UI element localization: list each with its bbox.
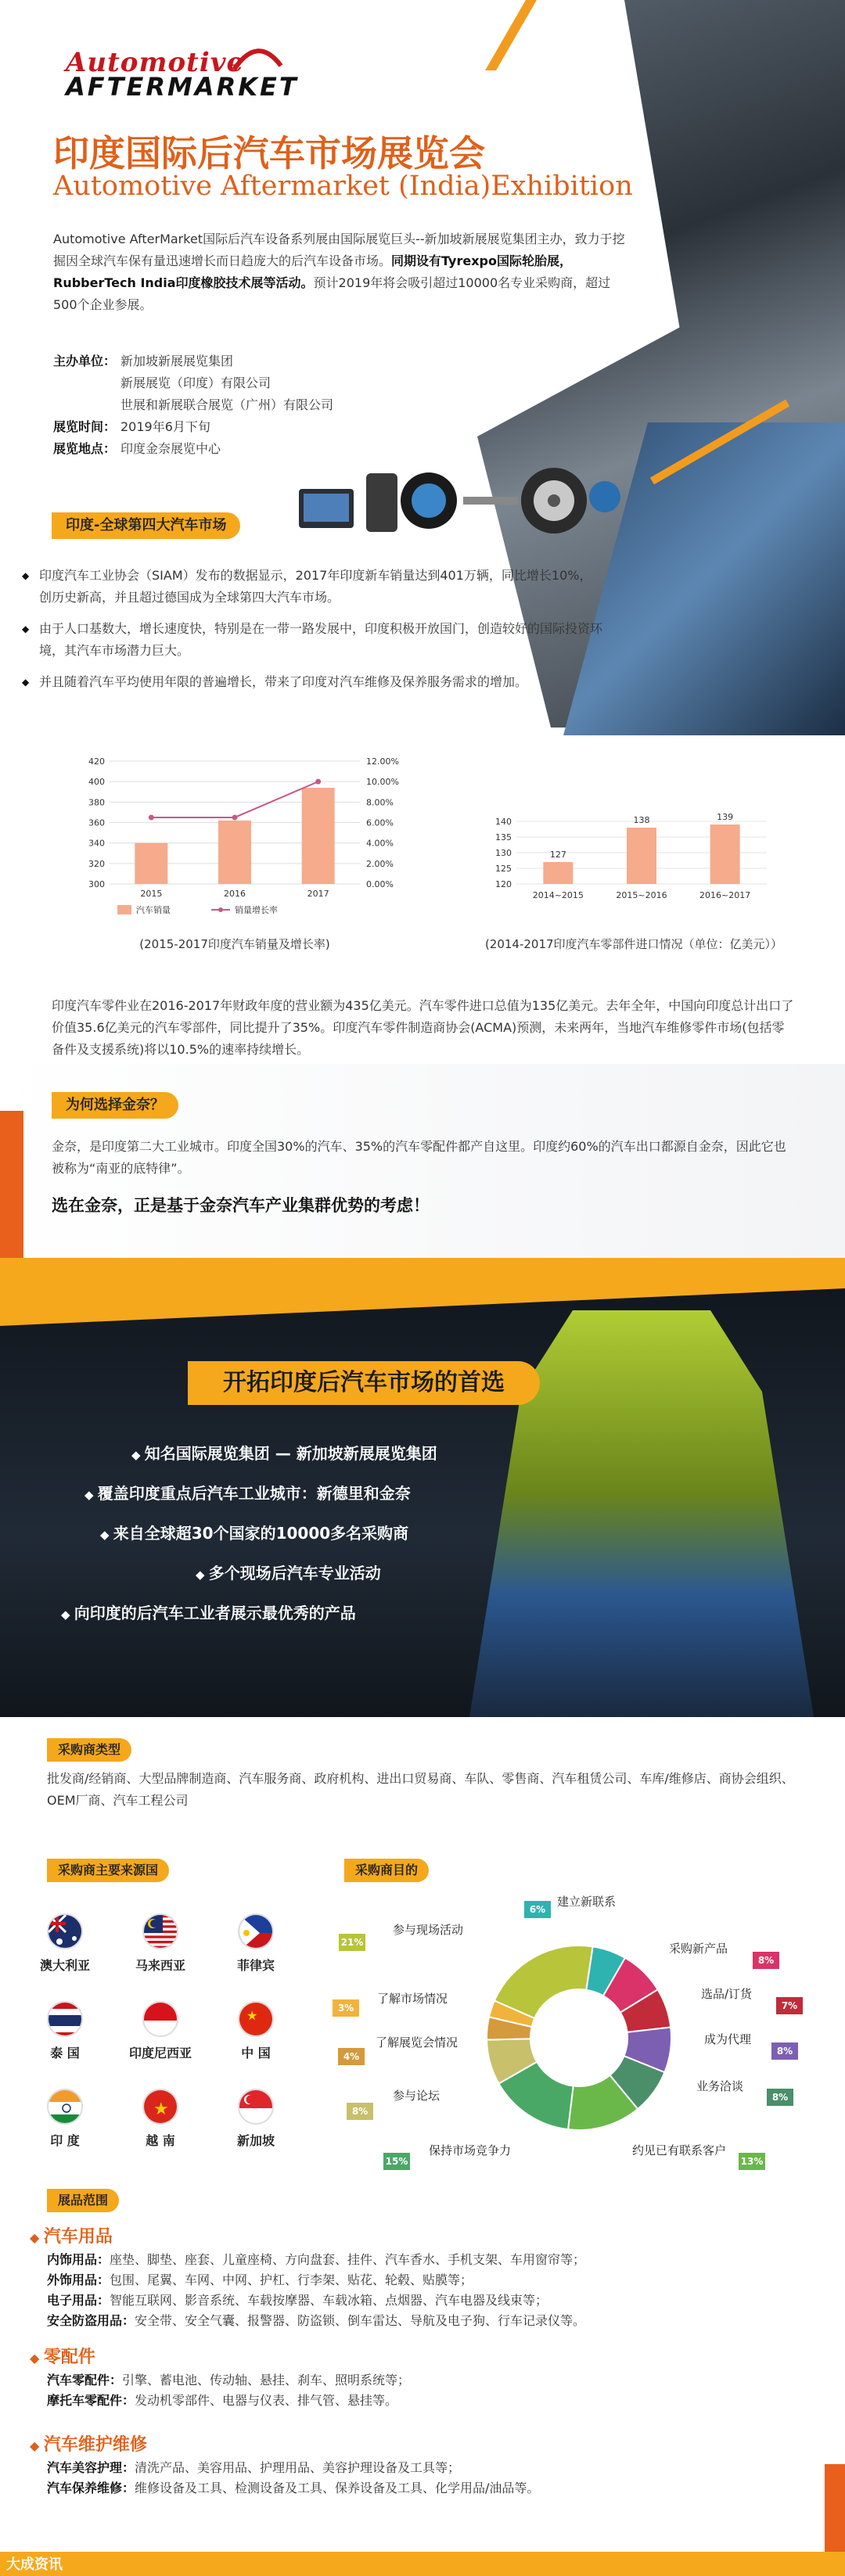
purpose-label: 了解展览会情况 [376, 2035, 458, 2050]
chennai-accent-bar [0, 1111, 23, 1267]
time-label: 展览时间： [53, 419, 117, 434]
country-label: 印 度 [50, 2133, 80, 2148]
chart1-growth-line [151, 781, 318, 817]
purpose-pct: 21% [339, 1934, 365, 1951]
chart1-caption: (2015-2017印度汽车销量及增长率) [139, 937, 330, 951]
purpose-label: 建立新联系 [557, 1895, 617, 1909]
chennai-band-title: 为何选择金奈？ [52, 1092, 178, 1119]
intro-text-2: 预计2019年将会吸引超过10000名专业采购商，超过500个企业参展。 [53, 275, 611, 312]
chart2-data-label: 138 [633, 815, 650, 825]
chart1-ytick: 400 [88, 777, 105, 788]
chart2-ytick: 125 [495, 864, 512, 874]
purpose-label: 保持市场竞争力 [429, 2143, 512, 2157]
country-label: 泰 国 [50, 2046, 80, 2060]
intro-paragraph [53, 228, 632, 316]
chart1-xtick: 2015 [140, 889, 163, 899]
category-title: ◆ 汽车用品 [30, 2223, 113, 2247]
purpose-label: 采购新产品 [669, 1942, 728, 1956]
organizer-3: 世展和新展联合展览（广州）有限公司 [120, 397, 334, 412]
chart1-y2tick: 8.00% [366, 797, 394, 808]
chart1-xtick: 2016 [224, 889, 246, 899]
chart2-ytick: 140 [495, 817, 512, 827]
chart2-bar [543, 862, 573, 884]
flag-singapore-icon [238, 2089, 274, 2125]
logo-line2: AFTERMARKET [66, 72, 299, 102]
mid-title: 开拓印度后汽车市场的首选 [188, 1361, 540, 1405]
country-label: 中 国 [241, 2046, 271, 2060]
mid-item-1: ◆ 知名国际展览集团 — 新加坡新展展览集团 [131, 1441, 437, 1464]
chart1-legend-swatch-bar [117, 905, 131, 914]
market-band-title: 印度-全球第四大汽车市场 [52, 512, 240, 539]
mid-item-5: ◆ 向印度的后汽车工业者展示最优秀的产品 [61, 1601, 356, 1623]
purpose-pct: 8% [767, 2089, 793, 2106]
chart1-y2tick: 2.00% [366, 858, 394, 869]
chart1-xtick: 2017 [307, 889, 329, 899]
country-label: 澳大利亚 [39, 1958, 90, 1973]
purpose-donut-slice [494, 1945, 593, 2018]
chart1-legend-swatch-dot [218, 907, 223, 912]
country-label: 新加坡 [236, 2133, 275, 2148]
chart2-bar [710, 825, 740, 884]
purpose-label: 参与论坛 [393, 2089, 440, 2103]
flag-china-icon [238, 2001, 274, 2037]
market-paragraph: 印度汽车零件业在2016-2017年财政年度的营业额为435亿美元。汽车零件进口总值为135亿美元。去年全年，中国向印度总计出口了价值35.6亿美元的汽车零部件，同比提升了35%。印度汽车零件制造商协会(ACMA)预测，未来两年，当地汽车维修零件市场(包括零备件及支援系统)将以10.5%的速率持续增长。 [52, 998, 794, 1057]
venue-value: 印度金奈展览中心 [120, 441, 221, 456]
buyer-purpose-tag: 采购商目的 [344, 1859, 429, 1882]
category-title: ◆ 零配件 [30, 2344, 95, 2368]
purpose-pct: 6% [524, 1901, 551, 1918]
chart1-legend-line: 销量增长率 [235, 905, 278, 915]
chart2-ytick: 135 [495, 832, 512, 842]
purpose-label: 约见已有联系客户 [632, 2143, 727, 2157]
purpose-pct: 8% [347, 2103, 373, 2120]
country-label: 菲律宾 [236, 1958, 275, 1973]
chart1-y2tick: 6.00% [366, 817, 394, 828]
flag-australia-icon [47, 1913, 83, 1949]
category-list: 汽车零配件：引擎、蓄电池、传动轴、悬挂、刹车、照明系统等； 摩托车零配件：发动机零部件、电器与仪表、排气管、悬挂等。 [47, 2373, 411, 2408]
flag-vietnam-icon [142, 2089, 178, 2125]
chart1-bar [135, 843, 167, 884]
chart1-bar [218, 821, 251, 884]
organizer-label: 主办单位： [53, 354, 117, 368]
chart2-xtick: 2014~2015 [532, 890, 584, 900]
market-bullet-1: ◆ 印度汽车工业协会（SIAM）发布的数据显示，2017年印度新车销量达到401万辆，同比增长10%，创历史新高，并且超过德国成为全球第四大汽车市场。 [39, 565, 602, 609]
country-label: 印度尼西亚 [128, 2046, 192, 2060]
chart1-growth-point [149, 814, 154, 820]
organizer-1: 新加坡新展展览集团 [120, 354, 234, 368]
chart1-y2tick: 12.00% [366, 756, 399, 767]
logo-swoosh-icon [230, 42, 285, 74]
chart2-xtick: 2015~2016 [616, 890, 667, 900]
mid-item-4: ◆ 多个现场后汽车专业活动 [196, 1561, 381, 1583]
chart1-ytick: 300 [88, 879, 105, 889]
purpose-pct: 8% [753, 1952, 779, 1969]
buyer-source-tag: 采购商主要来源国 [47, 1859, 169, 1882]
footer-watermark: 大成资讯 [6, 2556, 63, 2573]
chart1-y2tick: 10.00% [366, 777, 399, 788]
logo [66, 47, 299, 102]
svg-text:★: ★ [153, 2100, 169, 2119]
country-label: 马来西亚 [135, 1958, 185, 1973]
purpose-label: 参与现场活动 [393, 1923, 464, 1937]
chart1-ytick: 360 [88, 817, 105, 828]
purpose-pct: 8% [771, 2042, 798, 2060]
chennai-slogan: 选在金奈，正是基于金奈汽车产业集群优势的考虑！ [52, 1196, 430, 1215]
organizer-2: 新展展览（印度）有限公司 [120, 375, 271, 390]
header-accent-stripe [485, 0, 537, 70]
page-title: 印度国际后汽车市场展览会 [53, 132, 485, 174]
chart-parts-import [485, 806, 782, 927]
purpose-pct: 15% [383, 2153, 410, 2170]
buyer-type-text: 批发商/经销商、大型品牌制造商、汽车服务商、政府机构、进出口贸易商、车队、零售商、汽车租赁公司、车库/维修店、商协会组织、OEM厂商、汽车工程公司 [47, 1771, 794, 1808]
market-bullet-2: ◆ 由于人口基数大，增长速度快，特别是在一带一路发展中，印度积极开放国门，创造较好的国际投资环境，其汽车市场潜力巨大。 [39, 618, 602, 662]
flag-indonesia-icon [142, 2001, 178, 2037]
chart2-bar [627, 828, 656, 884]
logo-line1: Automotive [66, 47, 245, 78]
intro-text-bold: 同期设有Tyrexpo国际轮胎展，RubberTech India印度橡胶技术展等活动。 [53, 253, 572, 290]
buyer-type-tag: 采购商类型 [47, 1738, 131, 1762]
purpose-label: 了解市场情况 [377, 1992, 448, 2006]
event-info [53, 350, 333, 460]
category-title: ◆ 汽车维护维修 [30, 2431, 147, 2456]
chart1-y2tick: 0.00% [366, 879, 394, 889]
footer-band [0, 2552, 845, 2576]
chart2-data-label: 139 [717, 812, 734, 822]
country-label: 越 南 [146, 2133, 175, 2148]
chart2-xtick: 2016~2017 [699, 890, 751, 900]
purpose-label: 成为代理 [704, 2032, 752, 2046]
chart1-ytick: 380 [88, 797, 105, 808]
purpose-pct: 13% [739, 2153, 765, 2170]
purpose-pct: 3% [333, 1999, 359, 2017]
page-subtitle-en: Automotive Aftermarket (India)Exhibition [53, 171, 633, 202]
chart1-growth-point [232, 814, 238, 820]
chart1-growth-point [315, 779, 321, 785]
chart1-y2tick: 4.00% [366, 838, 394, 849]
category-list: 汽车美容护理：清洗产品、美容用品、护理用品、美容护理设备及工具等； 汽车保养维修：维修设备及工具、检测设备及工具、保养设备及工具、化学用品/油品等。 [47, 2460, 540, 2495]
mid-top-stripe [0, 1263, 845, 1326]
time-value: 2019年6月下旬 [120, 419, 210, 434]
flag-thailand-icon [47, 2001, 83, 2037]
market-bullet-3: ◆ 并且随着汽车平均使用年限的普遍增长，带来了印度对汽车维修及保养服务需求的增加。 [39, 671, 602, 693]
products-tag: 展品范围 [47, 2189, 119, 2212]
chart1-bar [302, 788, 335, 884]
purpose-pct: 4% [338, 2048, 365, 2065]
chart1-ytick: 320 [88, 858, 105, 869]
chart2-ytick: 130 [495, 848, 512, 858]
flag-malaysia-icon [142, 1913, 178, 1949]
chart1-ytick: 420 [88, 756, 105, 767]
venue-label: 展览地点： [53, 441, 117, 456]
chart2-ytick: 120 [495, 879, 512, 889]
mid-item-3: ◆ 来自全球超30个国家的10000多名采购商 [100, 1521, 408, 1543]
chennai-text: 金奈，是印度第二大工业城市。印度全国30%的汽车、35%的汽车零配件都产自这里。印度约60%的汽车出口都源自金奈，因此它也被称为“南亚的底特律”。 [52, 1139, 786, 1176]
chart2-caption: (2014-2017印度汽车零部件进口情况（单位：亿美元）） [484, 937, 783, 951]
category-list: 内饰用品：座垫、脚垫、座套、儿童座椅、方向盘套、挂件、汽车香水、手机支架、车用窗帘等； 外饰用品：包围、尾翼、车网、中网、护杠、行李架、贴花、轮毂、贴膜等； 电子用品：智能互联网、影音系统、车载按摩器、车载冰箱、点烟器、汽车电器及线束等； 安全防盗用品：安全带、安全气囊、报警器、防盗锁、倒车雷达、导航及电子狗、行车记录仪等。 [47, 2252, 586, 2328]
purpose-donut-chart [477, 1936, 681, 2139]
purpose-pct: 7% [776, 1997, 803, 2014]
chart1-ytick: 340 [88, 838, 105, 849]
intro-text-1: Automotive AfterMarket国际后汽车设备系列展由国际展览巨头--新加坡新展展览集团主办，致力于挖掘因全球汽车保有量迅速增长而日趋庞大的后汽车设备市场。 [53, 232, 625, 268]
chart-sales-growth [70, 755, 407, 927]
flag-philippines-icon [238, 1913, 274, 1949]
flag-india-icon [47, 2089, 83, 2125]
auto-parts-illustration [296, 458, 624, 544]
chart1-legend-bar: 汽车销量 [136, 905, 171, 915]
svg-text:★: ★ [246, 2008, 258, 2023]
purpose-label: 业务洽谈 [696, 2079, 744, 2093]
purpose-label: 选品/订货 [701, 1987, 753, 2001]
mid-item-2: ◆ 覆盖印度重点后汽车工业城市：新德里和金奈 [84, 1481, 411, 1504]
chart2-data-label: 127 [549, 850, 566, 860]
